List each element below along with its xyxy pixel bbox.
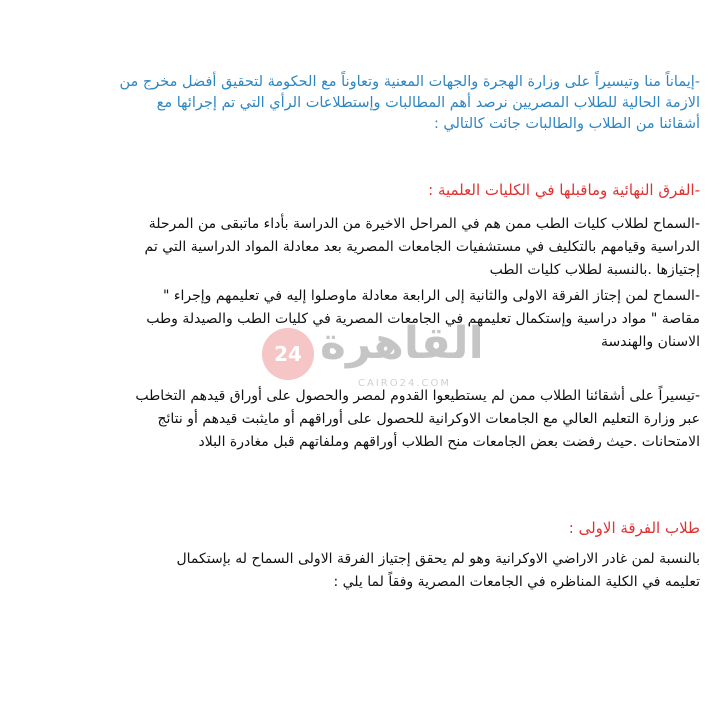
cairo24-badge-icon: 24	[262, 328, 314, 380]
intro-line-1: -إيماناً منا وتيسيراً على وزارة الهجرة والجهات المعنية وتعاوناً مع الحكومة لتحقيق أفضل مخرج من	[119, 74, 700, 90]
para-line: -تيسيراً على أشقائنا الطلاب ممن لم يستطيعوا القدوم لمصر والحصول على أوراق قيدهم التخاطب	[135, 388, 700, 404]
cairo24-watermark	[262, 318, 484, 398]
medical-students-paragraph	[20, 213, 700, 282]
para-line: -السماح لمن إجتاز الفرقة الاولى والثانية إلى الرابعة معادلة ماوصلوا إليه في تعليمهم وإجراء "	[163, 288, 700, 304]
section2-heading: طلاب الفرقة الاولى :	[568, 519, 700, 537]
watermark-url: CAIRO24.COM	[358, 378, 451, 389]
intro-line-2: الازمة الحالية للطلاب المصريين نرصد أهم المطالبات وإستطلاعات الرأي التي تم إجرائها مع	[156, 95, 700, 111]
intro-line-3: أشقائنا من الطلاب والطالبات جائت كالتالي :	[433, 116, 700, 132]
para-line: -السماح لطلاب كليات الطب ممن هم في المراحل الاخيرة من الدراسة بأداء ماتبقى من المرحلة	[148, 216, 700, 232]
para-line: إجتيازها .بالنسبة لطلاب كليات الطب	[489, 262, 700, 278]
para-line: عبر وزارة التعليم العالي مع الجامعات الاوكرانية للحصول على أوراقهم أو مايثبت قيدهم أو نتائج	[157, 411, 700, 427]
section1-heading: -الفرق النهائية وماقبلها في الكليات العلمية :	[428, 181, 700, 199]
first-year-paragraph	[20, 548, 700, 594]
para-line: الاسنان والهندسة	[600, 334, 700, 350]
para-line: تعليمه في الكلية المناظره في الجامعات المصرية وفقاً لما يلي :	[333, 574, 700, 590]
intro-paragraph	[20, 72, 700, 135]
para-line: الدراسية وقيامهم بالتكليف في مستشفيات الجامعات المصرية بعد معادلة المواد الدراسية التي تم	[144, 239, 700, 255]
para-line: الامتحانات .حيث رفضت بعض الجامعات منح الطلاب أوراقهم وملفاتهم قبل مغادرة البلاد	[198, 434, 700, 450]
para-line: بالنسبة لمن غادر الاراضي الاوكرانية وهو لم يحقق إجتياز الفرقة الاولى السماح له بإستكمال	[176, 551, 700, 567]
para-line: مقاصة " مواد دراسية وإستكمال تعليمهم في الجامعات المصرية في كليات الطب والصيدلة وطب	[146, 311, 700, 327]
watermark-brand: القاهرة	[320, 318, 484, 369]
